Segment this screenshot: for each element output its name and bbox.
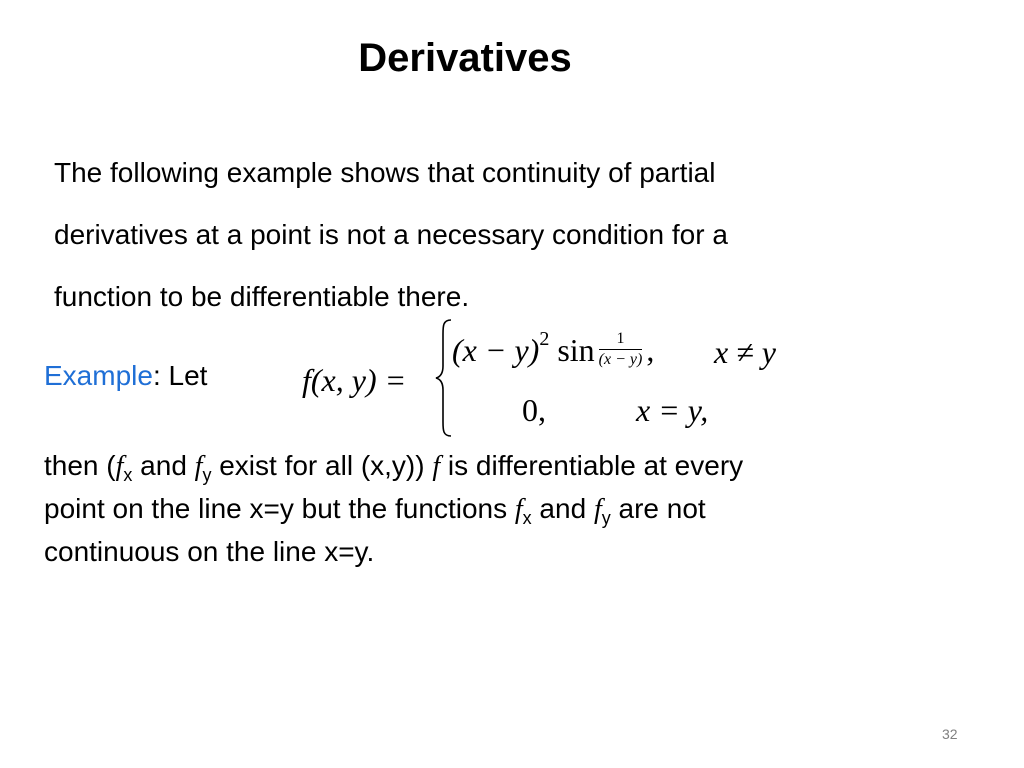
case1-base: (x − y) — [452, 332, 540, 368]
intro-line-3: function to be differentiable there. — [54, 281, 470, 312]
conclusion-text: exist for all (x,y)) — [211, 450, 433, 481]
conclusion-text: and — [132, 450, 195, 481]
intro-paragraph — [54, 142, 934, 328]
f-symbol: f — [115, 451, 124, 482]
f-symbol: f — [593, 494, 602, 525]
conclusion-text: point on the line x=y but the functions — [44, 493, 515, 524]
subscript-x: x — [522, 508, 532, 528]
conclusion-text: then ( — [44, 450, 116, 481]
case1-power: 2 — [539, 328, 550, 351]
f-symbol: f — [432, 451, 441, 482]
case1-fraction — [599, 329, 643, 370]
equation-lhs — [302, 362, 406, 399]
equation-case-2 — [522, 392, 546, 429]
conclusion-line-3: continuous on the line x=y. — [44, 536, 375, 567]
case2-value: 0, — [522, 392, 546, 428]
equation-lhs-text: f(x, y) = — [302, 362, 407, 398]
conclusion-text: are not — [610, 493, 706, 524]
subscript-y: y — [601, 508, 611, 528]
f-symbol: f — [514, 494, 523, 525]
equation-case-1 — [452, 328, 655, 374]
case2-condition: x = y, — [636, 392, 709, 428]
conclusion-paragraph — [44, 446, 974, 572]
subscript-y: y — [202, 465, 212, 485]
intro-line-1: The following example shows that continuity of partial — [54, 157, 716, 188]
conclusion-line-1 — [44, 446, 974, 489]
slide-title: Derivatives — [358, 36, 572, 80]
fraction-denominator: (x − y) — [598, 351, 643, 369]
page-number: 32 — [942, 726, 958, 742]
equation-condition-1 — [714, 334, 776, 371]
equation-condition-2 — [636, 392, 708, 429]
case1-sin: sin — [557, 332, 595, 368]
fraction-numerator: 1 — [599, 329, 643, 350]
conclusion-text: is differentiable at every — [440, 450, 744, 481]
conclusion-text: and — [531, 493, 594, 524]
case1-comma: , — [646, 332, 655, 368]
conclusion-line-2 — [44, 489, 974, 532]
example-word: Example — [44, 360, 153, 391]
case1-condition: x ≠ y — [714, 334, 776, 370]
subscript-x: x — [123, 465, 133, 485]
intro-line-2: derivatives at a point is not a necessary condition for a — [54, 219, 728, 250]
example-label — [44, 360, 207, 392]
f-symbol: f — [194, 451, 203, 482]
example-let: : Let — [152, 360, 208, 391]
left-brace-icon — [434, 318, 454, 438]
